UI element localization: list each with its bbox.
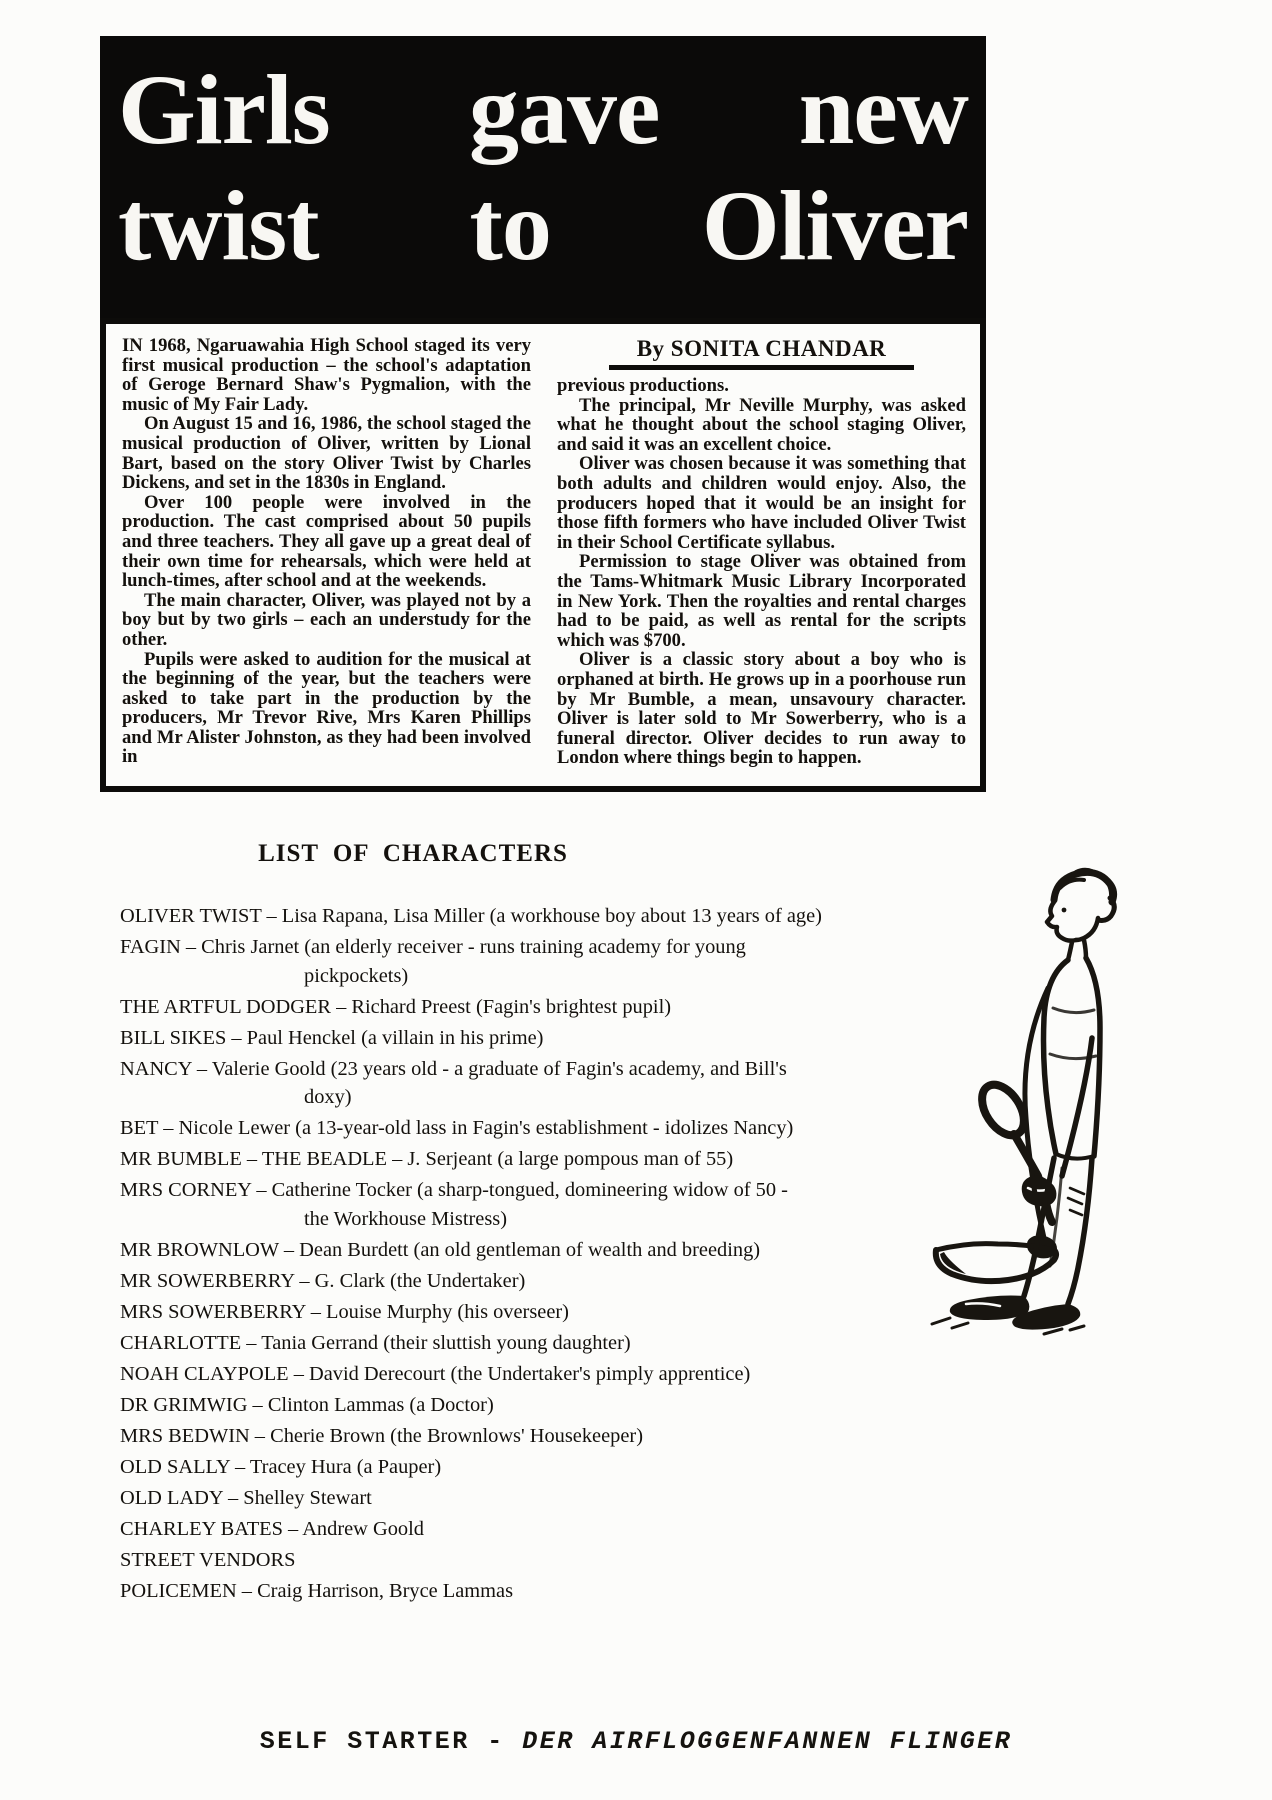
footer-caption xyxy=(0,1727,1272,1756)
character-entry xyxy=(120,1515,870,1544)
article-column-right xyxy=(557,336,966,778)
article-paragraph: The main character, Oliver, was played not by a boy but by two girls – each an understudy for the other. xyxy=(122,589,531,650)
character-entry xyxy=(120,993,870,1022)
character-entry xyxy=(120,1298,870,1327)
character-entry xyxy=(120,902,870,931)
headline-line2: twist to Oliver xyxy=(118,170,968,281)
article-paragraph: Permission to stage Oliver was obtained from the Tams-Whitmark Music Library Incorporated in New York. Then the royalties and rental charges had to be paid, as well as rental for the scripts which was $700. xyxy=(557,551,966,651)
article-paragraph: Pupils were asked to audition for the musical at the beginning of the year, but the teachers were asked to take part in the production by the producers, Mr Trevor Rive, Mrs Karen Phillips and Mr Alister Johnston, as they had been involved in xyxy=(122,648,531,768)
characters-heading: LIST OF CHARACTERS xyxy=(258,840,568,867)
character-entry xyxy=(120,1267,870,1296)
character-entry-text: MRS BEDWIN – Cherie Brown (the Brownlows' Housekeeper) xyxy=(120,1424,643,1447)
character-entry-continuation: the Workhouse Mistress) xyxy=(304,1207,507,1230)
character-entry-text: OLD SALLY – Tracey Hura (a Pauper) xyxy=(120,1455,442,1478)
character-entry xyxy=(120,1453,870,1482)
character-entry-text: BILL SIKES – Paul Henckel (a villain in his prime) xyxy=(120,1026,544,1049)
byline xyxy=(557,336,966,370)
oliver-boy-illustration xyxy=(848,858,1118,1336)
character-entry-text: POLICEMEN – Craig Harrison, Bryce Lammas xyxy=(120,1579,514,1602)
character-entry-text: MR BUMBLE – THE BEADLE – J. Serjeant (a large pompous man of 55) xyxy=(120,1148,734,1170)
character-entry-text: MR SOWERBERRY – G. Clark (the Undertaker) xyxy=(120,1269,526,1292)
character-entry-continuation: doxy) xyxy=(304,1086,352,1108)
article-right-paras xyxy=(557,376,966,768)
character-entry xyxy=(120,1055,870,1112)
character-entry-text: MRS CORNEY – Catherine Tocker (a sharp-tongued, domineering widow of 50 - xyxy=(120,1179,788,1201)
character-entry xyxy=(120,1329,870,1358)
character-entry-text: MRS SOWERBERRY – Louise Murphy (his overseer) xyxy=(120,1300,569,1323)
article-paragraph: Oliver is a classic story about a boy who is orphaned at birth. He grows up in a poorhouse run by Mr Bumble, a mean, unsavoury character. Oliver is later sold to Mr Sowerberry, who is a funeral director. Oliver decides to run away to London where things begin to happen. xyxy=(557,649,966,769)
character-entry-text: BET – Nicole Lewer (a 13-year-old lass in Fagin's establishment - idolizes Nancy) xyxy=(120,1117,794,1139)
character-list xyxy=(120,902,870,1608)
article-paragraph: Over 100 people were involved in the production. The cast comprised about 50 pupils and three teachers. They all gave up a great deal of their own time for rehearsals, which were held at lunch-times, after school and at the weekends. xyxy=(122,491,531,592)
headline-line1: Girls gave new xyxy=(118,54,968,165)
byline-underline xyxy=(609,365,914,370)
character-entry xyxy=(120,933,870,990)
article-paragraph: The principal, Mr Neville Murphy, was asked what he thought about the school staging Oliver, and said it was an excellent choice. xyxy=(557,394,966,455)
byline-text: By SONITA CHANDAR xyxy=(636,336,887,361)
character-entry-text: FAGIN – Chris Jarnet (an elderly receiver - runs training academy for young xyxy=(120,936,746,958)
headline-banner xyxy=(100,36,986,318)
character-entry xyxy=(120,1577,870,1606)
article-column-left xyxy=(122,336,531,778)
character-entry xyxy=(120,1145,870,1174)
character-entry-text: NANCY – Valerie Goold (23 years old - a graduate of Fagin's academy, and Bill's xyxy=(120,1057,787,1080)
character-entry-text: CHARLEY BATES – Andrew Goold xyxy=(120,1517,424,1540)
character-entry xyxy=(120,1024,870,1053)
character-entry-text: DR GRIMWIG – Clinton Lammas (a Doctor) xyxy=(120,1393,494,1416)
character-entry-text: CHARLOTTE – Tania Gerrand (their sluttish young daughter) xyxy=(120,1331,631,1354)
character-entry-text: NOAH CLAYPOLE – David Derecourt (the Undertaker's pimply apprentice) xyxy=(120,1362,751,1385)
character-entry xyxy=(120,1422,870,1451)
character-entry-continuation: pickpockets) xyxy=(304,964,409,987)
character-entry xyxy=(120,1360,870,1389)
character-entry xyxy=(120,1391,870,1420)
character-entry-text: OLIVER TWIST – Lisa Rapana, Lisa Miller (a workhouse boy about 13 years of age) xyxy=(120,905,822,927)
footer-title: DER AIRFLOGGENFANNEN FLINGER xyxy=(522,1727,1013,1756)
article-paragraph: Oliver was chosen because it was something that both adults and children would enjoy. Also, the producers hoped that it would be an insight for those fifth formers who have included Oliver Twist in their School Certificate syllabus. xyxy=(557,453,966,553)
character-entry xyxy=(120,1114,870,1143)
article-paragraph: IN 1968, Ngaruawahia High School staged its very first musical production – the school's adaptation of Geroge Bernard Shaw's Pygmalion, with the music of My Fair Lady. xyxy=(122,335,531,415)
character-entry xyxy=(120,1484,870,1513)
character-entry-text: STREET VENDORS xyxy=(120,1548,296,1571)
character-entry xyxy=(120,1236,870,1265)
character-entry-text: THE ARTFUL DODGER – Richard Preest (Fagin's brightest pupil) xyxy=(120,995,672,1018)
character-entry-text: MR BROWNLOW – Dean Burdett (an old gentleman of wealth and breeding) xyxy=(120,1238,761,1261)
character-entry-text: OLD LADY – Shelley Stewart xyxy=(120,1486,372,1509)
article-paragraph: On August 15 and 16, 1986, the school staged the musical production of Oliver, written by Lional Bart, based on the story Oliver Twist by Charles Dickens, and set in the 1830s in England. xyxy=(122,413,531,494)
footer-label: SELF STARTER - xyxy=(259,1727,523,1756)
article-paragraph: previous productions. xyxy=(557,375,729,396)
character-entry xyxy=(120,1176,870,1233)
article-body-box xyxy=(100,318,986,792)
character-entry xyxy=(120,1546,870,1575)
